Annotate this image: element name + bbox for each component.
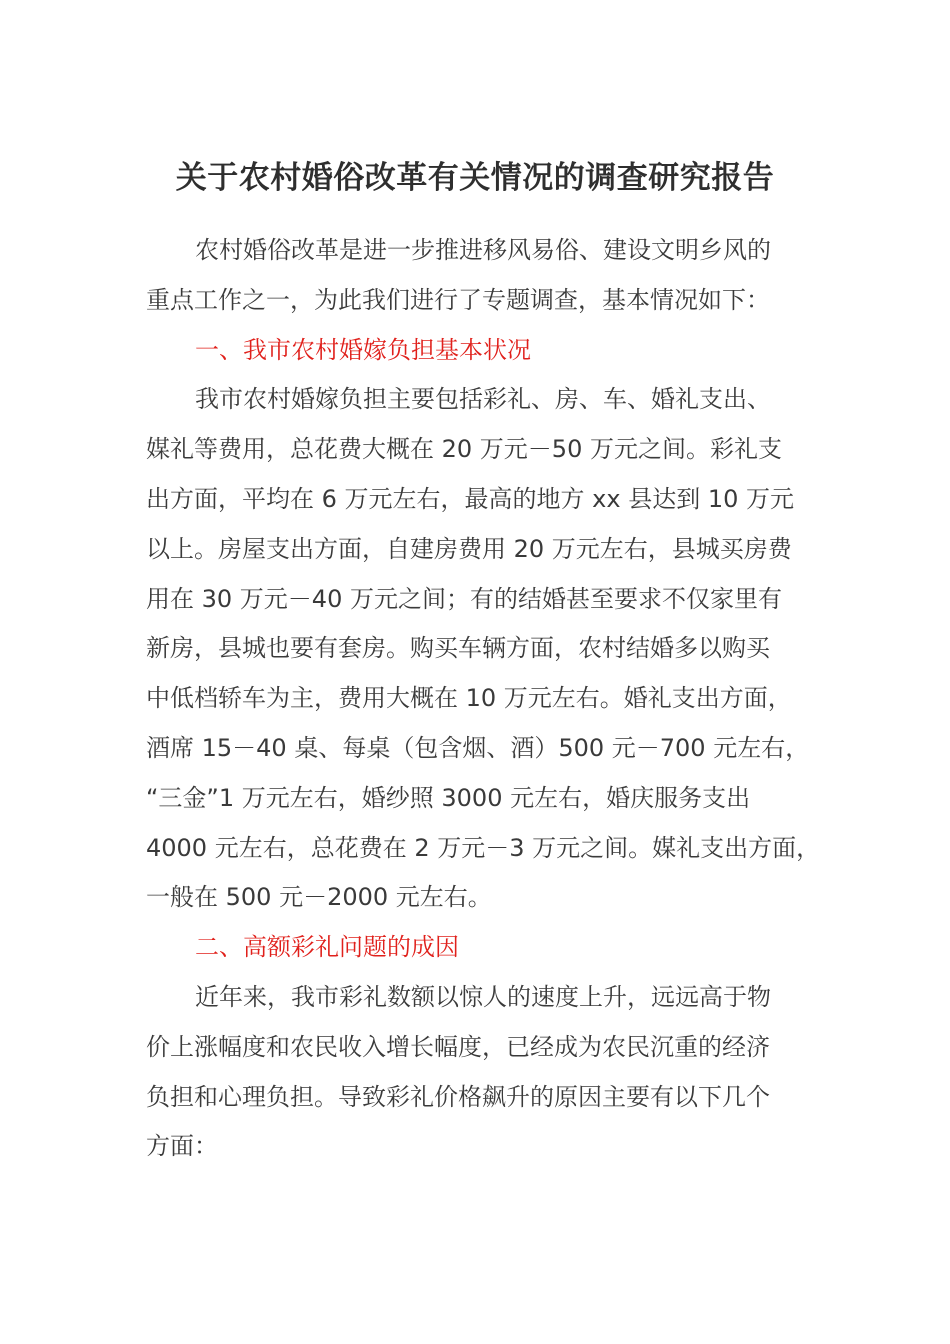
document-body xyxy=(146,226,826,1172)
section1-line: 酒席 15－40 桌、每桌（包含烟、酒）500 元－700 元左右， xyxy=(146,733,810,762)
section1-line: 中低档轿车为主，费用大概在 10 万元左右。婚礼支出方面， xyxy=(146,684,792,713)
section1-line: 以上。房屋支出方面，自建房费用 20 万元左右，县城买房费 xyxy=(146,534,792,563)
section1-line: “三金”1 万元左右，婚纱照 3000 元左右，婚庆服务支出 xyxy=(146,783,751,812)
section-heading-1: 一、我市农村婚嫁负担基本状况 xyxy=(195,335,531,364)
section1-line: 我市农村婚嫁负担主要包括彩礼、房、车、婚礼支出、 xyxy=(195,385,771,414)
section2-paragraph xyxy=(146,973,826,1172)
intro-line: 重点工作之一，为此我们进行了专题调查，基本情况如下： xyxy=(146,285,770,314)
intro-paragraph xyxy=(146,226,826,326)
section1-line: 用在 30 万元－40 万元之间；有的结婚甚至要求不仅家里有 xyxy=(146,584,782,613)
section1-paragraph xyxy=(146,375,826,923)
section1-line: 4000 元左右，总花费在 2 万元－3 万元之间。媒礼支出方面， xyxy=(146,833,821,862)
section2-line: 方面： xyxy=(146,1132,218,1161)
intro-line: 农村婚俗改革是进一步推进移风易俗、建设文明乡风的 xyxy=(195,236,771,264)
section1-line: 新房，县城也要有套房。购买车辆方面，农村结婚多以购买 xyxy=(146,634,770,663)
section-heading-2: 二、高额彩礼问题的成因 xyxy=(195,933,459,962)
document-title: 关于农村婚俗改革有关情况的调查研究报告 xyxy=(175,160,775,196)
section1-line: 媒礼等费用，总花费大概在 20 万元－50 万元之间。彩礼支 xyxy=(146,435,782,464)
section2-line: 价上涨幅度和农民收入增长幅度，已经成为农民沉重的经济 xyxy=(146,1032,770,1061)
section2-line: 负担和心理负担。导致彩礼价格飙升的原因主要有以下几个 xyxy=(146,1082,770,1111)
section2-line: 近年来，我市彩礼数额以惊人的速度上升，远远高于物 xyxy=(195,982,771,1011)
section1-line: 出方面，平均在 6 万元左右，最高的地方 xx 县达到 10 万元 xyxy=(146,484,794,513)
section1-line: 一般在 500 元－2000 元左右。 xyxy=(146,883,492,912)
